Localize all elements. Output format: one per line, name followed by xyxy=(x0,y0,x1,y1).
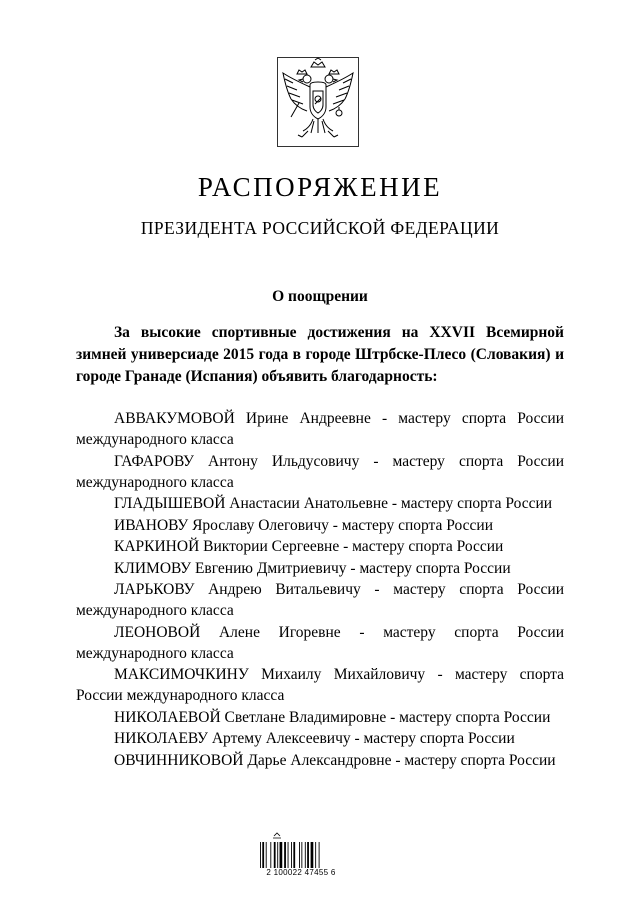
awardee-item: МАКСИМОЧКИНУ Михаилу Михайловичу - мастеру спорта России международного класса xyxy=(76,666,564,704)
awardee-item: КЛИМОВУ Евгению Дмитриевичу - мастеру спорта России xyxy=(114,559,511,577)
awardee-item: ГАФАРОВУ Антону Ильдусовичу - мастеру спорта России международного класса xyxy=(76,452,564,491)
awardee-item: ОВЧИННИКОВОЙ Дарье Александровне - мастеру спорта России xyxy=(114,751,556,769)
awardee-item: ЛАРЬКОВУ Андрею Витальевичу - мастеру спорта России международного класса xyxy=(76,581,564,619)
document-heading: РАСПОРЯЖЕНИЕ xyxy=(197,172,443,202)
barcode-number: 2 100022 47455 6 xyxy=(266,868,336,877)
awardee-item: НИКОЛАЕВОЙ Светлане Владимировне - мастеру спорта России xyxy=(114,708,551,726)
awardees-list xyxy=(76,408,564,771)
awardee-item: ЛЕОНОВОЙ Алене Игоревне - мастеру спорта России международного класса xyxy=(76,623,564,662)
document-issuer: ПРЕЗИДЕНТА РОССИЙСКОЙ ФЕДЕРАЦИИ xyxy=(140,218,500,238)
awardee-item: НИКОЛАЕВУ Артему Алексеевичу - мастеру спорта России xyxy=(114,730,515,747)
awardee-item: АВВАКУМОВОЙ Ирине Андреевне - мастеру спорта России международного класса xyxy=(76,410,564,448)
awardee-item: ИВАНОВУ Ярославу Олеговичу - мастеру спорта России xyxy=(114,516,493,534)
coat-of-arms-icon xyxy=(277,57,359,147)
awardee-item: КАРКИНОЙ Виктории Сергеевне - мастеру спорта России xyxy=(114,538,504,555)
awardee-item: ГЛАДЫШЕВОЙ Анастасии Анатольевне - мастеру спорта России xyxy=(114,495,553,512)
document-preamble: За высокие спортивные достижения на XXVII Всемирной зимней универсиаде 2015 года в городе Штрбске-Плесо (Словакия) и городе Гранаде (Испания) объявить благодарность: xyxy=(76,324,564,385)
document-subject: О поощрении xyxy=(272,288,368,305)
